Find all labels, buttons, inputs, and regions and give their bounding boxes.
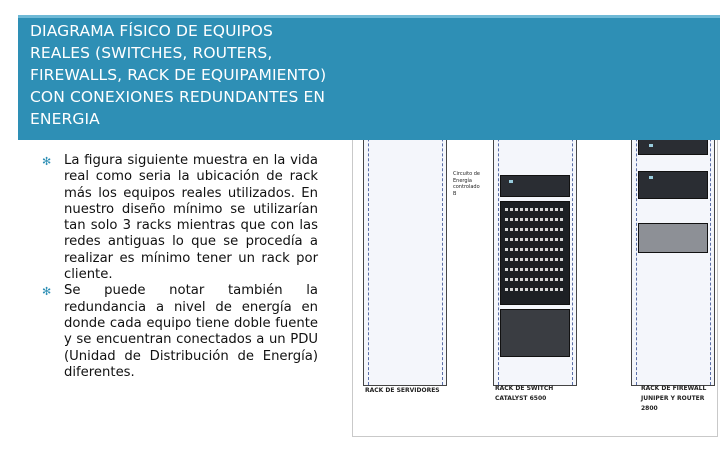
rack-label-switch: RACK DE SWITCH CATALYST 6500: [495, 385, 554, 402]
rack-label-servers: RACK DE SERVIDORES: [365, 387, 440, 394]
bullet-item: [40, 153, 318, 283]
bullet-asterisk-icon: ✻: [42, 155, 52, 168]
circuit-b-label: Circuito de Energía controlado B: [453, 171, 480, 197]
catalyst-chassis: [500, 201, 570, 305]
appliance: [638, 223, 708, 253]
bullet-asterisk-icon: ✻: [42, 285, 52, 299]
router-2800-b: [638, 171, 708, 199]
bullet-list: [40, 153, 318, 381]
bullet-text: La figura siguiente muestra en la vida real como seria la ubicación de rack más los equipos reales utilizados. En nuestro diseño mínimo se utilizarían tan solo 3 racks mientras que con las redes antiguas lo que se procedía a realizar es mínimo tener un rack por cliente.: [64, 153, 318, 283]
bullet-item: [40, 283, 318, 381]
switch-supervisor: [500, 175, 570, 197]
bullet-text: Se puede notar también la redundancia a nivel de energía en donde cada equipo tiene doble fuente y se encuentran conectados a un PDU (Unidad de Distribución de Energía) diferentes.: [64, 283, 318, 380]
rack-label-firewall: RACK DE FIREWALL JUNIPER Y ROUTER 2800: [641, 385, 707, 412]
slide-title: DIAGRAMA FÍSICO DE EQUIPOS REALES (SWITCHES, ROUTERS, FIREWALLS, RACK DE EQUIPAMIENTO) CON CONEXIONES REDUNDANTES EN ENERGIA: [30, 22, 327, 128]
router-2800: [638, 139, 708, 155]
power-supplies: [500, 309, 570, 357]
